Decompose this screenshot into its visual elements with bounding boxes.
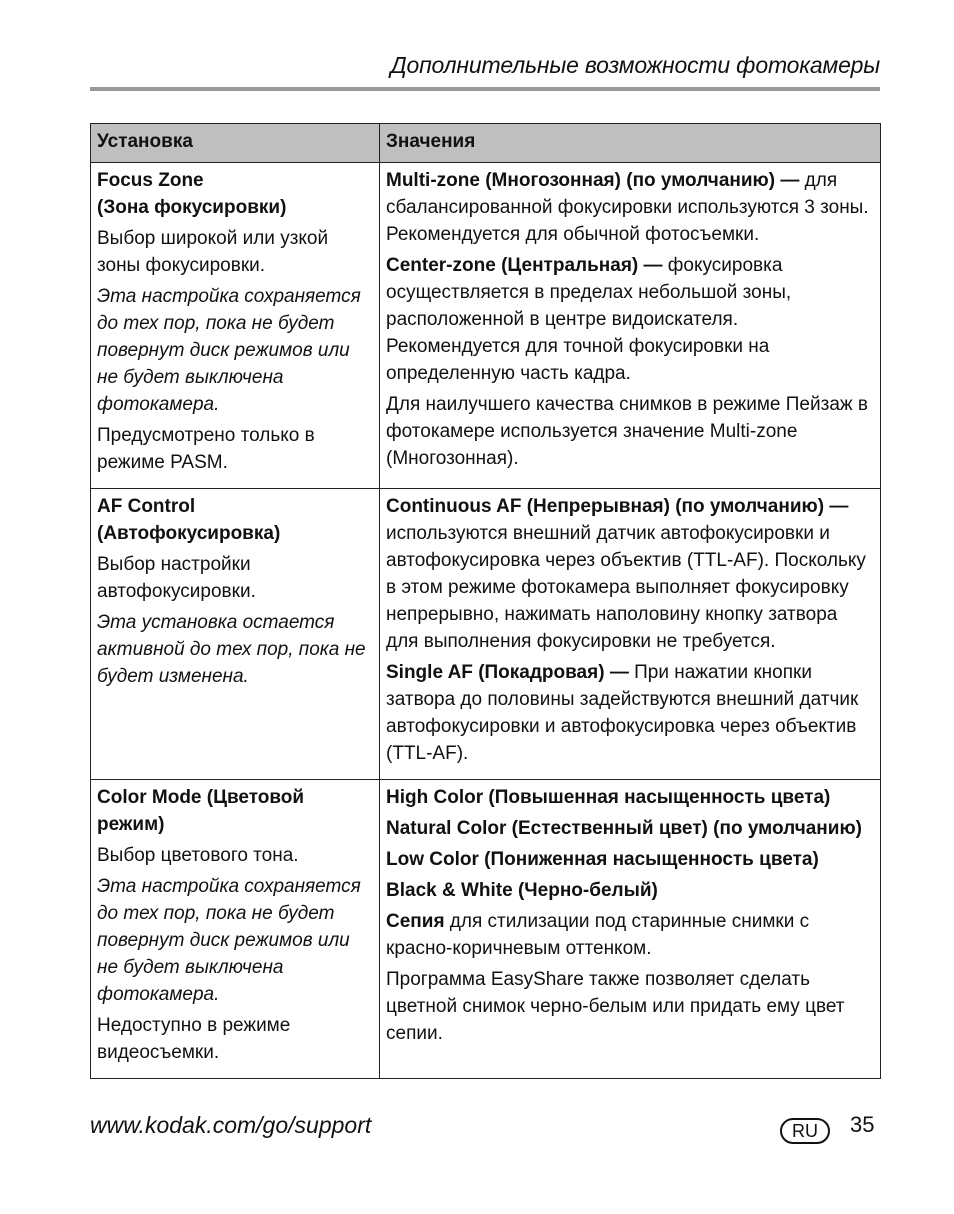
value-term: Black & White (Черно-белый)	[386, 880, 658, 901]
footer-support-url[interactable]: www.kodak.com/go/support	[90, 1112, 372, 1138]
settings-table	[90, 123, 881, 1079]
column-header-setting: Установка	[91, 124, 380, 163]
value-term: Multi-zone (Многозонная) (по умолчанию) —	[386, 170, 800, 191]
value-term: Center-zone (Центральная) —	[386, 255, 663, 276]
setting-availability: Недоступно в режиме видеосъемки.	[97, 1015, 291, 1063]
value-option	[386, 252, 874, 387]
setting-description: Выбор цветового тона.	[97, 845, 299, 866]
value-term: Сепия	[386, 911, 445, 932]
setting-availability: Предусмотрено только в режиме PASM.	[97, 425, 315, 473]
setting-cell-focus-zone	[91, 163, 380, 489]
setting-cell-af-control	[91, 489, 380, 780]
value-text: для сбалансированной фокусировки используются 3 зоны. Рекомендуется для обычной фотосъемки.	[386, 170, 869, 245]
values-cell-af-control	[380, 489, 881, 780]
value-option	[386, 659, 874, 767]
page-number: 35	[850, 1112, 875, 1137]
setting-cell-color-mode	[91, 780, 380, 1079]
table-row	[91, 489, 881, 780]
value-term: Single AF (Покадровая) —	[386, 662, 629, 683]
column-header-values: Значения	[380, 124, 881, 163]
setting-note: Эта настройка сохраняется до тех пор, пока не будет повернут диск режимов или не будет выключена фотокамера.	[97, 876, 361, 1005]
table-row	[91, 780, 881, 1079]
setting-name: Focus Zone (Зона фокусировки)	[97, 170, 287, 218]
value-term: Continuous AF (Непрерывная) (по умолчанию) —	[386, 496, 849, 517]
value-term: Low Color (Пониженная насыщенность цвета)	[386, 849, 819, 870]
value-option	[386, 908, 874, 962]
setting-note: Эта установка остается активной до тех пор, пока не будет изменена.	[97, 612, 366, 687]
value-note: Программа EasyShare также позволяет сделать цветной снимок черно-белым или придать ему цвет сепии.	[386, 969, 845, 1044]
setting-description: Выбор настройки автофокусировки.	[97, 554, 256, 602]
language-badge: RU	[780, 1118, 830, 1144]
value-text: При нажатии кнопки затвора до половины задействуются внешний датчик автофокусировки и автофокусировка через объектив (TTL-AF).	[386, 662, 859, 764]
values-cell-color-mode	[380, 780, 881, 1079]
values-cell-focus-zone	[380, 163, 881, 489]
value-term: High Color (Повышенная насыщенность цвета)	[386, 787, 831, 808]
setting-note: Эта настройка сохраняется до тех пор, пока не будет повернут диск режимов или не будет выключена фотокамера.	[97, 286, 361, 415]
setting-name: AF Control (Автофокусировка)	[97, 496, 281, 544]
value-text: фокусировка осуществляется в пределах небольшой зоны, расположенной в центре видоискателя. Рекомендуется для точной фокусировки на определенную часть кадра.	[386, 255, 792, 384]
value-text: используются внешний датчик автофокусировки и автофокусировка через объектив (TTL-AF). Поскольку в этом режиме фотокамера выполняет фокусировку непрерывно, нажимать наполовину кнопку затвора для выполнения фокусировки не требуется.	[386, 523, 866, 652]
value-text: для стилизации под старинные снимки с красно-коричневым оттенком.	[386, 911, 810, 959]
header-divider	[90, 87, 880, 91]
value-option	[386, 167, 874, 248]
table-row	[91, 163, 881, 489]
table-header-row	[91, 124, 881, 163]
setting-description: Выбор широкой или узкой зоны фокусировки.	[97, 228, 329, 276]
value-option	[386, 493, 874, 655]
value-term: Natural Color (Естественный цвет) (по умолчанию)	[386, 818, 863, 839]
value-note: Для наилучшего качества снимков в режиме Пейзаж в фотокамере используется значение Multi-zone (Многозонная).	[386, 394, 868, 469]
page-header-title: Дополнительные возможности фотокамеры	[390, 52, 880, 78]
setting-name: Color Mode (Цветовой режим)	[97, 787, 305, 835]
